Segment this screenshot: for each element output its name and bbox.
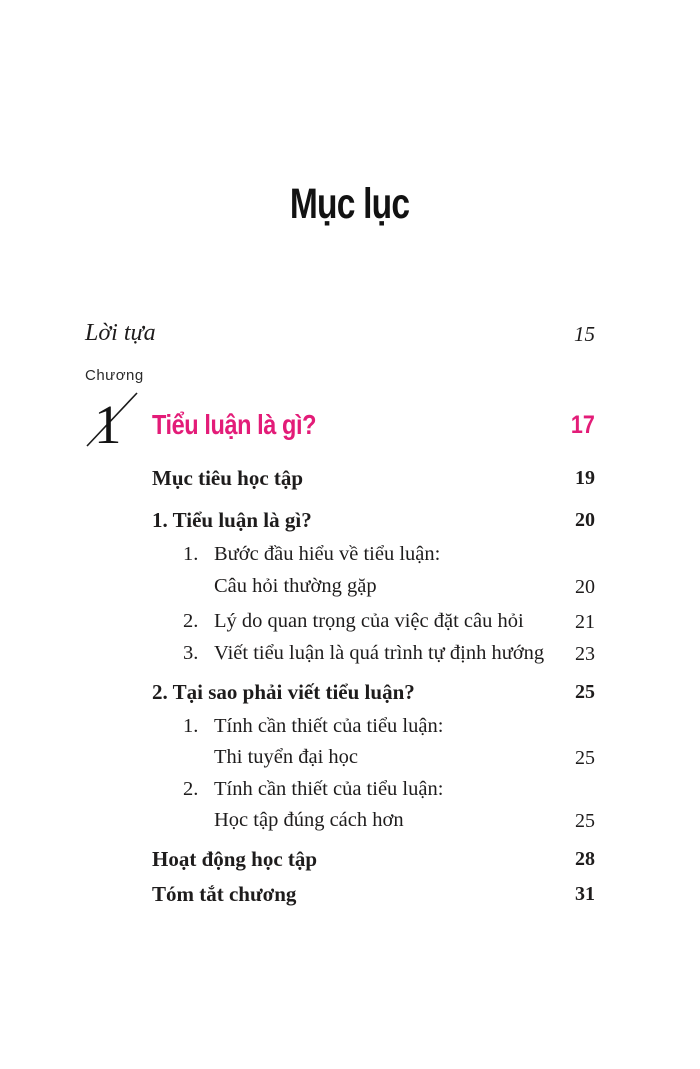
toc-entry-label: Bước đầu hiểu về tiểu luận:	[214, 543, 441, 565]
toc-entry-label: Tính cần thiết của tiểu luận:	[214, 778, 444, 800]
toc-entry-label: Tính cần thiết của tiểu luận:	[214, 715, 444, 737]
toc-row	[85, 715, 595, 739]
toc-entry-label: Thi tuyển đại học	[214, 746, 359, 768]
toc-entry-number: 1.	[183, 715, 199, 737]
toc-entry-number: 1.	[183, 543, 199, 565]
toc-page-number: 28	[575, 848, 595, 870]
chapter-page-number: 17	[571, 411, 595, 439]
toc-entry-label: Lý do quan trọng của việc đặt câu hỏi	[214, 610, 524, 632]
toc-page-number: 19	[575, 467, 595, 489]
toc-page-number: 23	[575, 643, 595, 665]
toc-entry-label: Hoạt động học tập	[152, 847, 318, 871]
toc-entry-label: Mục tiêu học tập	[152, 466, 304, 490]
toc-entry-label: Học tập đúng cách hơn	[214, 809, 404, 831]
toc-entry-number: 2.	[183, 778, 199, 800]
toc-page-number: 25	[575, 810, 595, 832]
chapter-word-label: Chương	[85, 367, 144, 384]
toc-row	[85, 847, 595, 871]
toc-row	[85, 575, 595, 599]
chapter-title-row	[85, 409, 595, 441]
page-title-text: Mục lục	[290, 180, 410, 228]
toc-row	[85, 610, 595, 634]
toc-page-number: 20	[575, 509, 595, 531]
toc-row	[85, 809, 595, 833]
toc-entry-label: 1. Tiểu luận là gì?	[152, 508, 312, 532]
preface-page-number: 15	[574, 322, 595, 346]
toc-page-number: 25	[575, 747, 595, 769]
page-title	[0, 180, 700, 229]
toc-page-number: 25	[575, 681, 595, 703]
toc-row	[85, 543, 595, 567]
toc-row	[85, 466, 595, 490]
toc-page-number: 31	[575, 883, 595, 905]
toc-entry-label: 2. Tại sao phải viết tiểu luận?	[152, 680, 415, 704]
chapter-title: Tiểu luận là gì?	[152, 409, 317, 440]
toc-row	[85, 746, 595, 770]
toc-row	[85, 642, 595, 666]
preface-label: Lời tựa	[85, 320, 156, 346]
toc-page-number: 20	[575, 576, 595, 598]
toc-row	[85, 680, 595, 704]
preface-row	[85, 320, 595, 348]
toc-entry-number: 3.	[183, 642, 199, 664]
toc-entry-number: 2.	[183, 610, 199, 632]
toc-row	[85, 508, 595, 532]
toc-row	[85, 882, 595, 906]
toc-page-number: 21	[575, 611, 595, 633]
chapter-number-digit: 1	[94, 394, 122, 450]
toc-row	[85, 778, 595, 802]
toc-entry-label: Câu hỏi thường gặp	[214, 575, 377, 597]
toc-entry-label: Tóm tắt chương	[152, 882, 297, 906]
toc-entry-label: Viết tiểu luận là quá trình tự định hướng	[214, 642, 545, 664]
